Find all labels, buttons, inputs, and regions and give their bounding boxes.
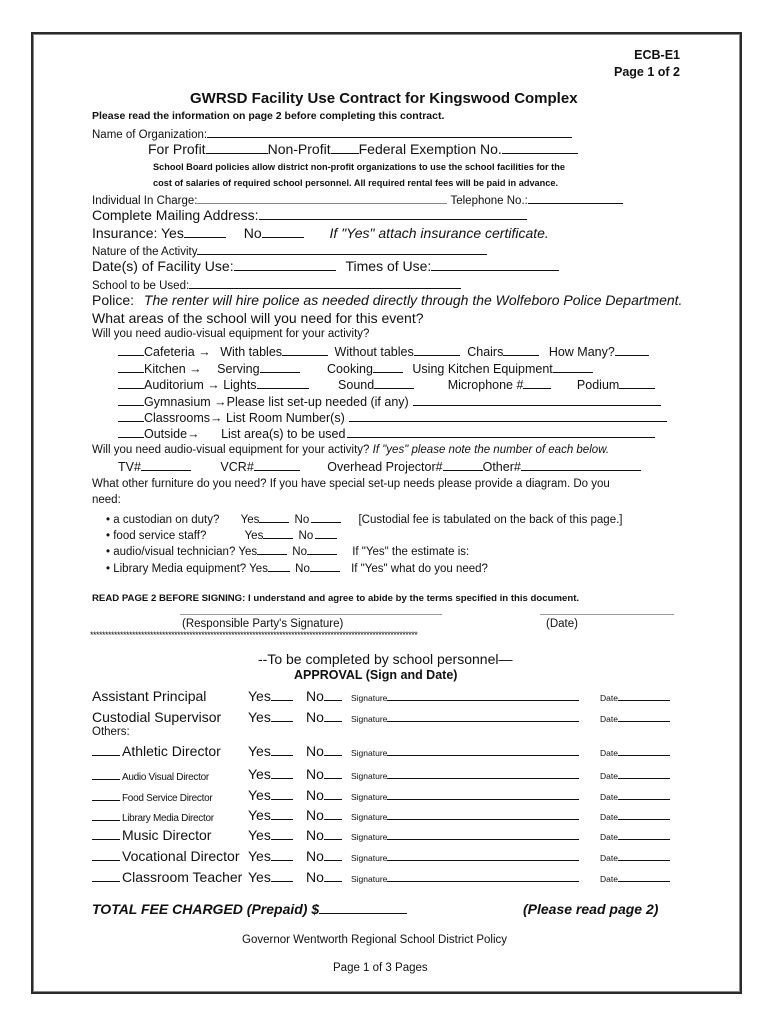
gymnasium-label: Gymnasium →Please list set-up needed (if any) [144, 395, 409, 409]
overhead-label: Overhead Projector# [327, 460, 443, 474]
serving-label: Serving [217, 362, 260, 376]
approver-signature-field[interactable]: Signature [351, 791, 579, 802]
school-label: School to be Used: [92, 280, 190, 292]
sound-label: Sound [338, 378, 375, 392]
policy-footer: Governor Wentworth Regional School District Policy [242, 934, 508, 946]
library-media-label: Library Media equipment? Yes [113, 563, 268, 575]
outside-label: Outside→ [144, 427, 200, 441]
approver-signature-field[interactable]: Signature [351, 770, 579, 781]
approver-row[interactable] [92, 807, 682, 825]
for-profit-label: For Profit [148, 141, 206, 157]
telephone-label: Telephone No.: [450, 195, 528, 207]
with-tables-label: With tables [220, 345, 283, 359]
cooking-label: Cooking [327, 362, 373, 376]
cafeteria-label: Cafeteria → [144, 345, 211, 359]
kitchen-row[interactable] [118, 362, 593, 376]
food-service-label: food service staff? [113, 530, 207, 542]
approve-no[interactable]: No [306, 743, 342, 759]
approver-name: Library Media Director [92, 810, 214, 824]
approver-name: Custodial Supervisor [92, 709, 222, 725]
gymnasium-row[interactable] [118, 395, 661, 409]
approver-name: Food Service Director [92, 790, 212, 804]
date-label: (Date) [546, 618, 578, 630]
police-note: The renter will hire police as needed directly through the Wolfeboro Police Department. [143, 292, 683, 308]
police-label: Police: [92, 292, 135, 308]
using-kitchen-label: Using Kitchen Equipment [412, 362, 553, 376]
how-many-label: How Many? [548, 345, 615, 359]
total-fee-row[interactable] [92, 901, 407, 917]
approve-yes[interactable]: Yes [248, 709, 293, 725]
school-used-field[interactable] [92, 278, 461, 292]
page-footer: Page 1 of 3 Pages [333, 962, 428, 974]
mailing-label: Complete Mailing Address: [92, 207, 259, 223]
approver-signature-field[interactable]: Signature [351, 873, 579, 884]
federal-exemption-label: Federal Exemption No. [358, 141, 502, 157]
microphone-label: Microphone # [447, 378, 524, 392]
approver-date-field[interactable]: Date [600, 747, 670, 758]
approve-no[interactable]: No [306, 848, 342, 864]
av-question-note: If "yes" please note the number of each below. [372, 444, 610, 456]
custodian-label: a custodian on duty? [113, 514, 220, 526]
custodian-note: [Custodial fee is tabulated on the back of this page.] [358, 514, 623, 526]
personnel-note: --To be completed by school personnel— [258, 651, 513, 667]
approve-no[interactable]: No [306, 709, 342, 725]
total-fee-label: TOTAL FEE CHARGED (Prepaid) $ [92, 901, 320, 917]
podium-label: Podium [576, 378, 620, 392]
signature-line[interactable] [180, 614, 442, 615]
approver-date-field[interactable]: Date [600, 831, 670, 842]
mailing-address-field[interactable] [92, 207, 527, 223]
approver-row[interactable] [92, 709, 682, 727]
tv-label: TV# [118, 460, 141, 474]
library-media-no: No [295, 563, 310, 575]
nature-label: Nature of the Activity [92, 246, 198, 258]
approver-name: Vocational Director [92, 848, 240, 864]
org-name-label: Name of Organization: [92, 129, 208, 141]
furniture-question-1: What other furniture do you need? If you have special set-up needs please provide a diagram. Do you [92, 478, 610, 490]
classrooms-row[interactable] [118, 411, 667, 425]
av-technician-no: No [292, 546, 307, 558]
insurance-label: Insurance: Yes [92, 225, 184, 241]
custodian-no: No [294, 514, 310, 526]
approver-signature-field[interactable]: Signature [351, 852, 579, 863]
signature-label: (Responsible Party's Signature) [182, 618, 344, 630]
food-service-yes: Yes [244, 530, 264, 542]
av-question-2 [92, 444, 609, 456]
insurance-row[interactable] [92, 225, 549, 241]
separator-stars: ************************************************************************************************************* [90, 630, 418, 640]
approver-row[interactable] [92, 688, 682, 706]
doc-title: GWRSD Facility Use Contract for Kingswood Complex [190, 90, 578, 107]
approver-name: Audio Visual Director [92, 769, 209, 783]
approve-no[interactable]: No [306, 766, 342, 782]
read-page2-note: (Please read page 2) [523, 901, 659, 917]
policy-note-line1: School Board policies allow district non-profit organizations to use the school facilities for the [153, 162, 565, 172]
approver-date-field[interactable]: Date [600, 791, 670, 802]
approval-heading: APPROVAL (Sign and Date) [294, 668, 458, 682]
sign-notice: READ PAGE 2 BEFORE SIGNING: I understand and agree to abide by the terms specified in this document. [92, 593, 580, 604]
individual-label: Individual In Charge: [92, 195, 198, 207]
av-technician-label: audio/visual technician? Yes [113, 546, 258, 558]
times-label: Times of Use: [345, 258, 432, 274]
kitchen-label: Kitchen → [144, 362, 202, 376]
approve-no[interactable]: No [306, 807, 342, 823]
approve-yes[interactable]: Yes [248, 688, 293, 704]
approver-date-field[interactable]: Date [600, 873, 670, 884]
insurance-note: If "Yes" attach insurance certificate. [329, 225, 549, 241]
approver-date-field[interactable]: Date [600, 770, 670, 781]
doc-code: ECB-E1 [634, 48, 680, 62]
dates-label: Date(s) of Facility Use: [92, 258, 234, 274]
food-service-row[interactable]: • food service staff? Yes No [106, 528, 337, 542]
other-label: Other# [482, 460, 521, 474]
approver-row[interactable] [92, 766, 682, 784]
library-media-note: If "Yes" what do you need? [351, 563, 488, 575]
approver-row[interactable] [92, 869, 682, 887]
approve-yes[interactable]: Yes [248, 807, 293, 823]
auditorium-row[interactable] [118, 378, 655, 392]
av-question-text: Will you need audio-visual equipment for your activity? [92, 444, 370, 456]
approver-name: Classroom Teacher [92, 869, 242, 885]
vcr-label: VCR# [220, 460, 254, 474]
approver-date-field[interactable]: Date [600, 852, 670, 863]
approve-yes[interactable]: Yes [248, 787, 293, 803]
outside-list-label: List area(s) to be used [221, 427, 346, 441]
approver-date-field[interactable]: Date [600, 692, 670, 703]
non-profit-label: Non-Profit [267, 141, 331, 157]
av-technician-note: If "Yes" the estimate is: [352, 546, 470, 558]
approve-no[interactable]: No [306, 827, 342, 843]
doc-page-number: Page 1 of 2 [614, 65, 680, 79]
custodian-row[interactable]: • a custodian on duty? Yes No [Custodial fee is tabulated on the back of this page.] [106, 514, 623, 526]
approver-signature-field[interactable]: Signature [351, 831, 579, 842]
approver-date-field[interactable]: Date [600, 811, 670, 822]
approve-yes[interactable]: Yes [248, 869, 293, 885]
approve-no[interactable]: No [306, 869, 342, 885]
av-equipment-row[interactable] [118, 460, 641, 474]
approve-yes[interactable]: Yes [248, 766, 293, 782]
classrooms-label: Classrooms→ List Room Number(s) [144, 411, 345, 425]
approve-yes[interactable]: Yes [248, 827, 293, 843]
approver-name: Assistant Principal [92, 688, 207, 704]
chairs-label: Chairs [467, 345, 504, 359]
approver-signature-field[interactable]: Signature [351, 747, 579, 758]
org-name-field[interactable] [92, 127, 572, 141]
approve-yes[interactable]: Yes [248, 848, 293, 864]
areas-question: What areas of the school will you need for this event? [92, 310, 424, 326]
date-line[interactable] [540, 614, 674, 615]
approver-row[interactable] [92, 743, 682, 761]
approver-date-field[interactable]: Date [600, 713, 670, 724]
policy-note-line2: cost of salaries of required school personnel. All required rental fees will be paid in advance. [153, 178, 559, 188]
approver-name: Music Director [92, 827, 211, 843]
food-service-no: No [298, 530, 314, 542]
av-question-1: Will you need audio-visual equipment for your activity? [92, 328, 370, 340]
without-tables-label: Without tables [334, 345, 414, 359]
approver-signature-field[interactable]: Signature [351, 713, 579, 724]
approver-row[interactable] [92, 827, 682, 845]
police-row [92, 292, 682, 308]
profit-status-row[interactable] [148, 141, 578, 157]
others-label: Others: [92, 726, 130, 738]
approver-signature-field[interactable]: Signature [351, 811, 579, 822]
approver-row[interactable] [92, 848, 682, 866]
furniture-question-2: need: [92, 494, 121, 506]
dates-times-row[interactable] [92, 258, 559, 274]
library-media-row[interactable]: • Library Media equipment? Yes No If "Yes" what do you need? [106, 563, 488, 575]
read-notice: Please read the information on page 2 before completing this contract. [92, 110, 445, 122]
approve-no[interactable]: No [306, 688, 342, 704]
outside-row[interactable] [118, 427, 655, 441]
av-technician-row[interactable]: • audio/visual technician? Yes No If "Yes" the estimate is: [106, 546, 470, 558]
approve-yes[interactable]: Yes [248, 743, 293, 759]
auditorium-label: Auditorium → Lights [144, 378, 257, 392]
nature-activity-field[interactable] [92, 244, 487, 258]
approve-no[interactable]: No [306, 787, 342, 803]
approver-row[interactable] [92, 787, 682, 805]
approver-signature-field[interactable]: Signature [351, 692, 579, 703]
approver-name: Athletic Director [92, 743, 221, 759]
cafeteria-row[interactable] [118, 345, 649, 359]
custodian-yes: Yes [240, 514, 260, 526]
individual-in-charge-field[interactable] [92, 193, 623, 207]
insurance-no-label: No [243, 225, 262, 241]
